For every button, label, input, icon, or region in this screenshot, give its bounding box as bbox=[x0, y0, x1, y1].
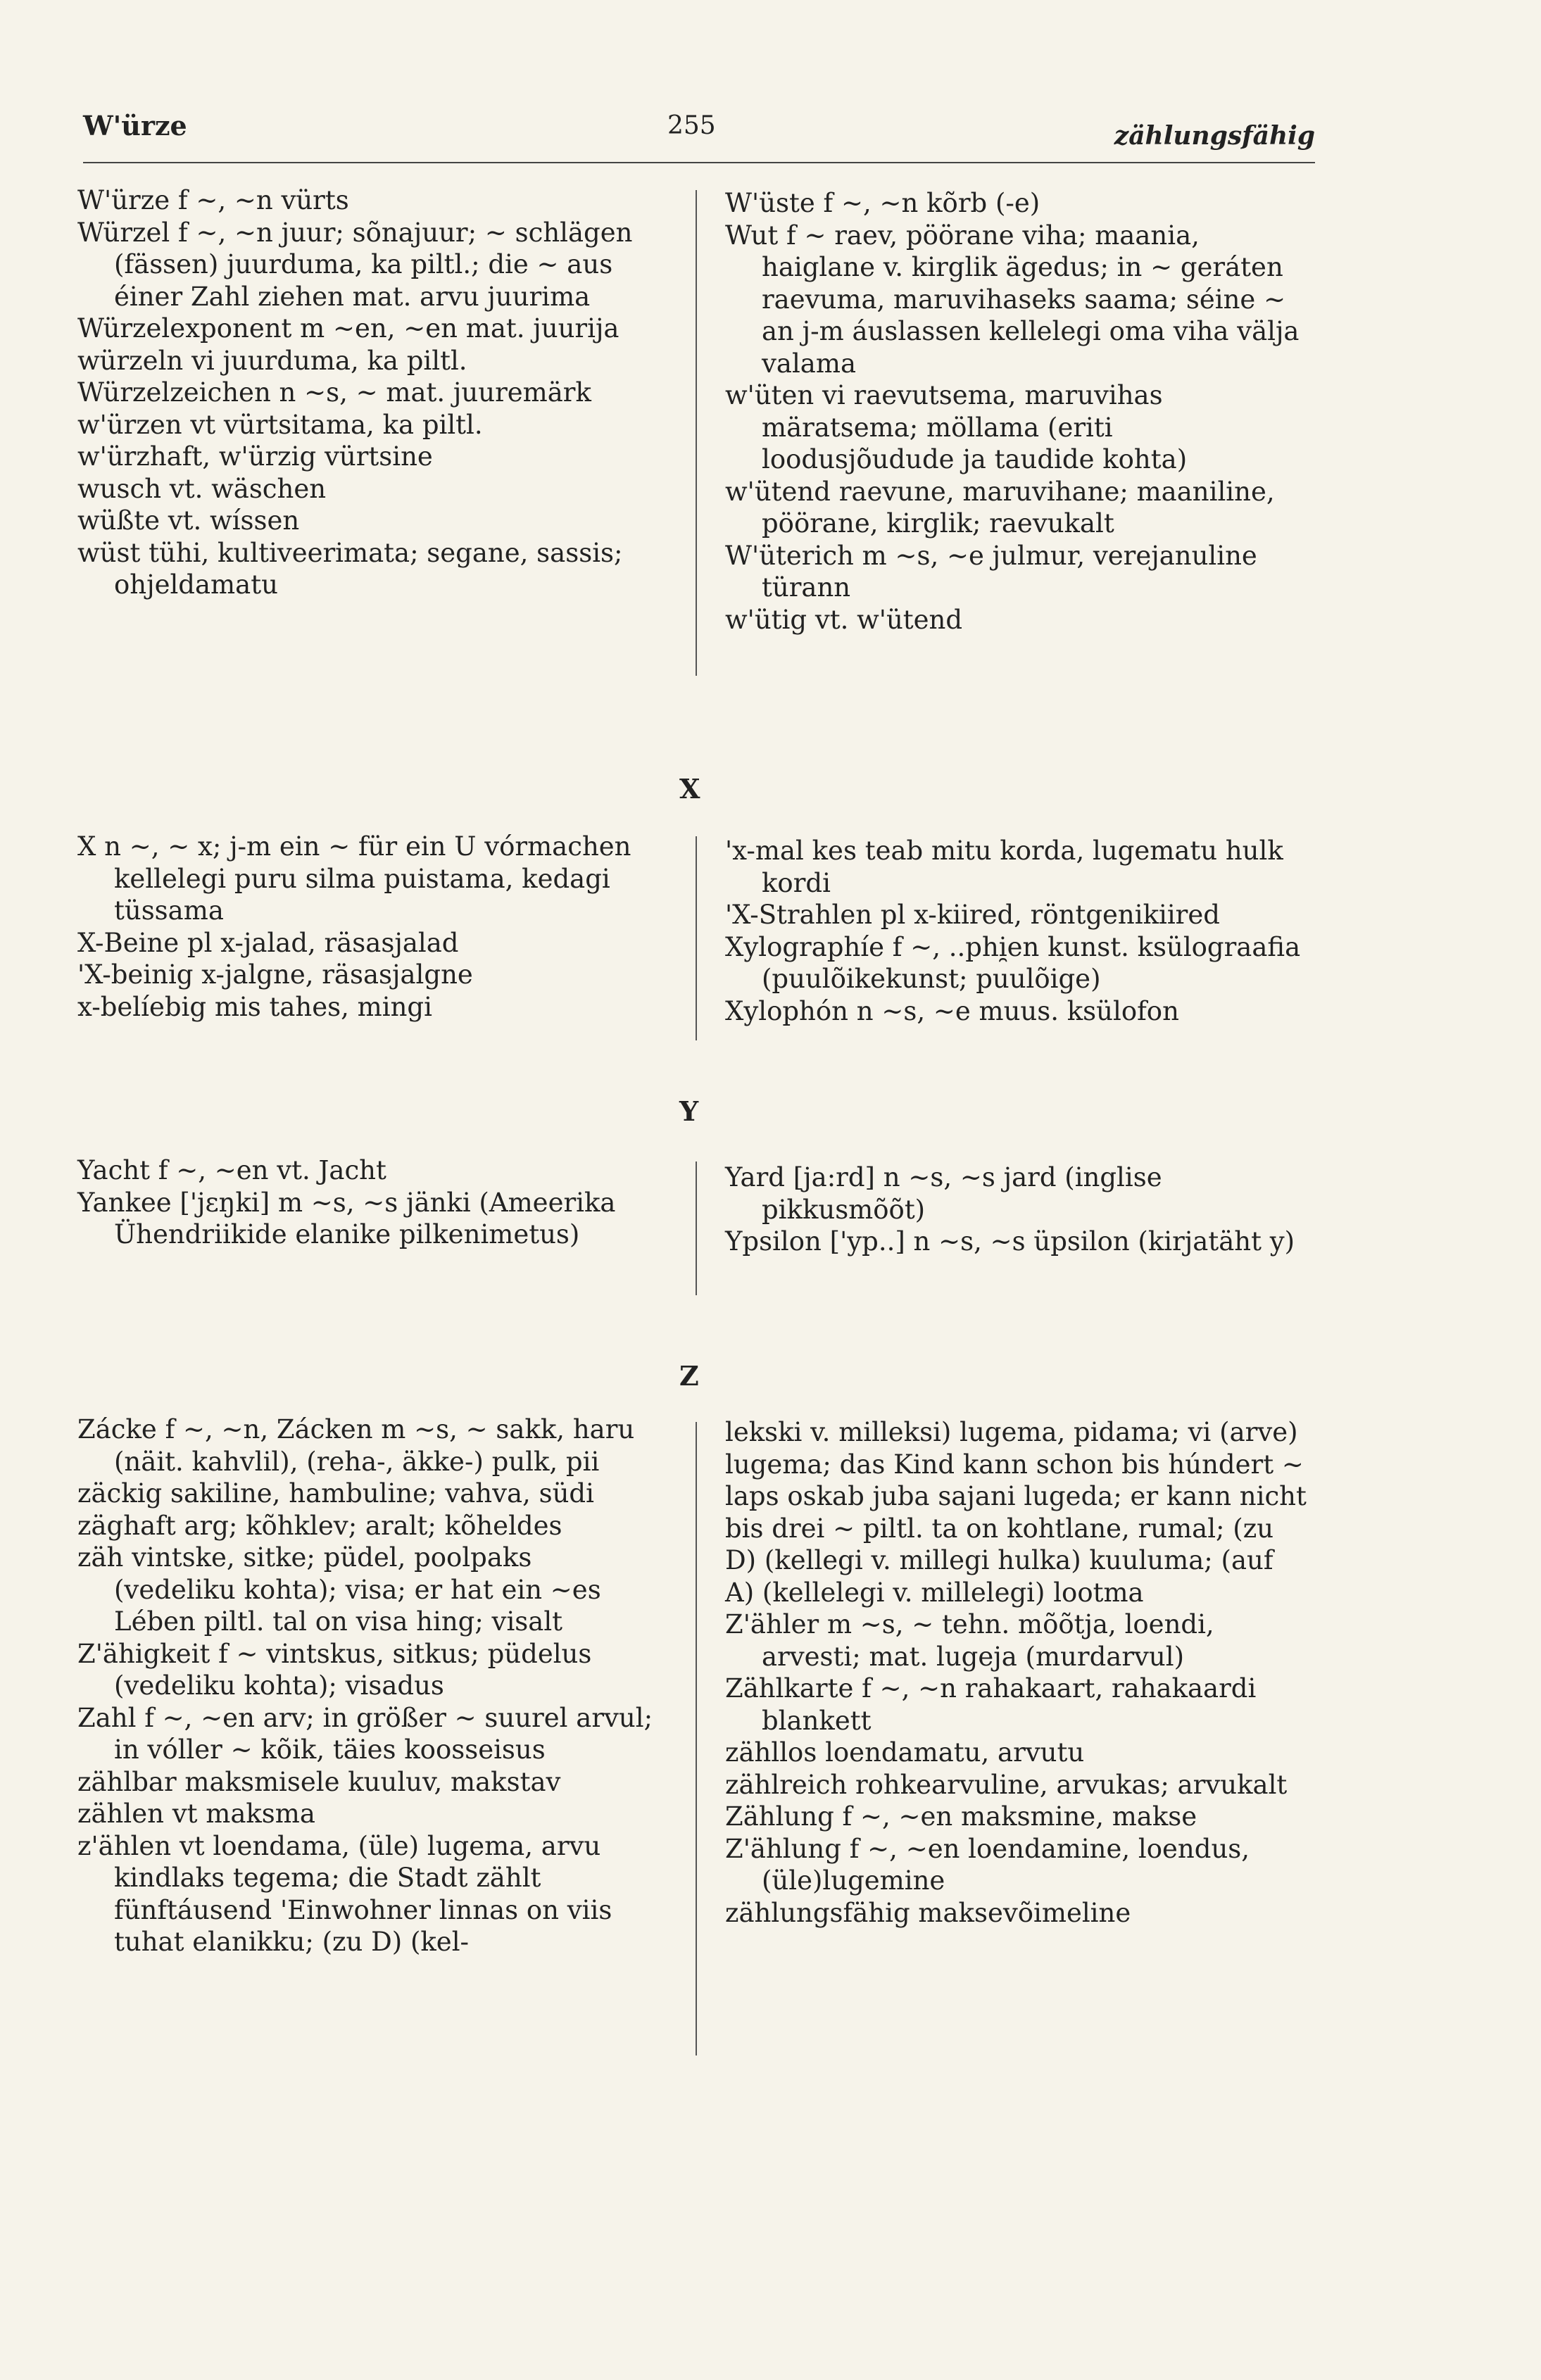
running-head-left: W'ürze bbox=[83, 110, 187, 141]
dictionary-entry-continued: lekski v. milleksi) lugema, pidama; vi (arve) lugema; das Kind kann schon bis húndert ~ laps oskab juba sajani lugeda; er kann nicht bis drei ~ piltl. ta on kohtlane, rumal; (zu D) (kellegi v. millegi hulka) kuuluma; (auf A) (kellelegi v. millelegi) lootma bbox=[725, 1417, 1307, 1608]
dictionary-entry: Yard [ja:rd] n ~s, ~s jard (inglise pikkusmõõt) bbox=[725, 1162, 1162, 1225]
dictionary-entry: X-Beine pl x-jalad, räsasjalad bbox=[77, 927, 459, 958]
dictionary-entry: W'üterich m ~s, ~e julmur, verejanuline türann bbox=[725, 540, 1257, 603]
dictionary-entry: wusch vt. wäschen bbox=[77, 473, 327, 504]
section-letter-y: Y bbox=[679, 1095, 699, 1127]
z-section-left-column bbox=[77, 1413, 655, 1958]
dictionary-entry: Zählung f ~, ~en maksmine, makse bbox=[725, 1801, 1197, 1832]
dictionary-entry: würzeln vi juurduma, ka piltl. bbox=[77, 345, 467, 376]
x-section-left-column bbox=[77, 831, 655, 1023]
dictionary-entry: x-belíebig mis tahes, mingi bbox=[77, 991, 432, 1022]
dictionary-entry: zählen vt maksma bbox=[77, 1799, 315, 1829]
dictionary-entry: X n ~, ~ x; j-m ein ~ für ein U vórmachen kellelegi puru silma puistama, kedagi tüssama bbox=[77, 831, 631, 926]
y-section-right-column bbox=[725, 1161, 1309, 1258]
dictionary-entry: Wut f ~ raev, pöörane viha; maania, haiglane v. kirglik ägedus; in ~ geráten raevuma, maruvihaseks saama; séine ~ an j-m áuslassen kellelegi oma viha välja valama bbox=[725, 220, 1300, 379]
dictionary-entry: Würzelzeichen n ~s, ~ mat. juuremärk bbox=[77, 377, 591, 408]
dictionary-entry: wüst tühi, kultiveerimata; segane, sassis; ohjeldamatu bbox=[77, 537, 623, 600]
page-number: 255 bbox=[667, 111, 716, 140]
w-section-right-column bbox=[725, 187, 1309, 636]
section-letter-x: X bbox=[679, 773, 700, 805]
dictionary-entry: 'X-beinig x-jalgne, räsasjalgne bbox=[77, 959, 473, 990]
dictionary-entry: Z'ähigkeit f ~ vintskus, sitkus; püdelus (vedeliku kohta); visadus bbox=[77, 1638, 592, 1701]
dictionary-entry: Würzelexponent m ~en, ~en mat. juurija bbox=[77, 313, 619, 344]
dictionary-entry: W'ürze f ~, ~n vürts bbox=[77, 185, 349, 215]
dictionary-entry: zäghaft arg; kõhklev; aralt; kõheldes bbox=[77, 1510, 562, 1541]
dictionary-entry: zählreich rohkearvuline, arvukas; arvukalt bbox=[725, 1769, 1288, 1800]
column-divider bbox=[696, 190, 697, 676]
dictionary-entry: zählbar maksmisele kuuluv, makstav bbox=[77, 1766, 561, 1797]
dictionary-entry: Xylophón n ~s, ~e muus. ksülofon bbox=[725, 995, 1179, 1026]
dictionary-entry: Xylographíe f ~, ..phi̯en kunst. ksülograafia (puulõikekunst; puulõige) bbox=[725, 931, 1301, 994]
dictionary-entry: Z'ählung f ~, ~en loendamine, loendus, (üle)lugemine bbox=[725, 1833, 1250, 1896]
dictionary-entry: W'üste f ~, ~n kõrb (-e) bbox=[725, 188, 1040, 218]
z-section-right-column bbox=[725, 1416, 1309, 1929]
dictionary-entry: Z'ähler m ~s, ~ tehn. mõõtja, loendi, arvesti; mat. lugeja (murdarvul) bbox=[725, 1609, 1214, 1672]
x-section-right-column bbox=[725, 835, 1309, 1027]
column-divider bbox=[696, 1422, 697, 2055]
section-letter-z: Z bbox=[679, 1360, 699, 1392]
dictionary-entry: zählungsfähig maksevõimeline bbox=[725, 1897, 1131, 1928]
w-section-left-column bbox=[77, 184, 655, 601]
dictionary-entry: Zácke f ~, ~n, Zácken m ~s, ~ sakk, haru (näit. kahvlil), (reha-, äkke-) pulk, pii bbox=[77, 1414, 635, 1477]
dictionary-entry: w'üten vi raevutsema, maruvihas märatsema; möllama (eriti loodusjõudude ja taudide kohta) bbox=[725, 380, 1188, 474]
dictionary-entry: w'ütend raevune, maruvihane; maaniline, pöörane, kirglik; raevukalt bbox=[725, 476, 1275, 539]
dictionary-entry: w'ürzen vt vürtsitama, ka piltl. bbox=[77, 409, 483, 440]
dictionary-entry: 'X-Strahlen pl x-kiired, röntgenikiired bbox=[725, 900, 1220, 930]
dictionary-entry: z'ählen vt loendama, (üle) lugema, arvu kindlaks tegema; die Stadt zählt fünftáusend 'Einwohner linnas on viis tuhat elanikku; (zu D) (kel- bbox=[77, 1830, 612, 1957]
dictionary-entry: w'ürzhaft, w'ürzig vürtsine bbox=[77, 441, 433, 472]
dictionary-entry: Zahl f ~, ~en arv; in größer ~ suurel arvul; in vóller ~ kõik, täies koosseisus bbox=[77, 1702, 653, 1765]
dictionary-entry: wüßte vt. wíssen bbox=[77, 505, 300, 536]
dictionary-entry: 'x-mal kes teab mitu korda, lugematu hulk kordi bbox=[725, 836, 1283, 898]
y-section-left-column bbox=[77, 1154, 655, 1251]
dictionary-entry: Yacht f ~, ~en vt. Jacht bbox=[77, 1155, 386, 1185]
dictionary-entry: zähllos loendamatu, arvutu bbox=[725, 1737, 1085, 1768]
running-head-right: zählungsfähig bbox=[1114, 121, 1315, 151]
dictionary-entry: zäckig sakiline, hambuline; vahva, südi bbox=[77, 1478, 594, 1509]
column-divider bbox=[696, 836, 697, 1040]
column-divider bbox=[696, 1161, 697, 1295]
dictionary-entry: w'ütig vt. w'ütend bbox=[725, 604, 963, 635]
page-header bbox=[83, 106, 1315, 163]
dictionary-entry: Zählkarte f ~, ~n rahakaart, rahakaardi blankett bbox=[725, 1673, 1257, 1736]
dictionary-entry: Ypsilon ['yp..] n ~s, ~s üpsilon (kirjatäht y) bbox=[725, 1226, 1295, 1257]
dictionary-entry: zäh vintske, sitke; püdel, poolpaks (vedeliku kohta); visa; er hat ein ~es Lében piltl. tal on visa hing; visalt bbox=[77, 1542, 601, 1637]
dictionary-entry: Yankee ['jɛŋki] m ~s, ~s jänki (Ameerika Ühendriikide elanike pilkenimetus) bbox=[77, 1187, 616, 1249]
dictionary-entry: Würzel f ~, ~n juur; sõnajuur; ~ schlägen (fässen) juurduma, ka piltl.; die ~ aus éiner Zahl ziehen mat. arvu juurima bbox=[77, 217, 633, 312]
